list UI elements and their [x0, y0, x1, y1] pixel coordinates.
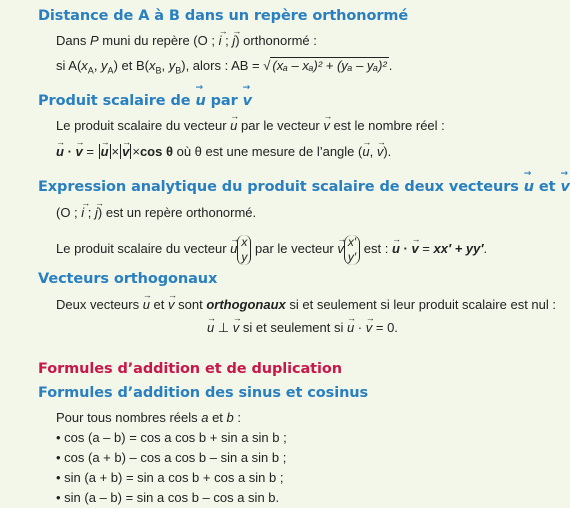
- heading-formules: Formules d’addition et de duplication: [38, 361, 342, 377]
- v-coordinates: x′ y′: [344, 235, 360, 265]
- sqrt-sign: √: [263, 58, 271, 73]
- produit-line-2: → u · → v = → u ×→ v ×cos θ où θ est une mesure de l’angle (→ u, → v).: [56, 144, 391, 160]
- distance-root: (xₐ – xₐ)² + (yₐ – yₐ)²: [272, 58, 387, 73]
- heading-produit: Produit scalaire de → u par → v: [38, 93, 252, 109]
- produit-line-1: Le produit scalaire du vecteur → u par le vecteur → v est le nombre réel :: [56, 118, 445, 134]
- formules-intro: Pour tous nombres réels a et b :: [56, 410, 242, 425]
- orthogonaux-line-2: → u ⊥ → v si et seulement si → u · → v = 0.: [207, 320, 398, 336]
- expression-line-2: Le produit scalaire du vecteur → u x y par le vecteur → v x′ y′ est : → u · → v = xx′ + yy′.: [56, 232, 487, 266]
- distance-line-1: Dans P muni du repère (O ; → i ; → j) orthonormé :: [56, 33, 317, 49]
- heading-expression: Expression analytique du produit scalaire de deux vecteurs → u et → v: [38, 179, 570, 195]
- expression-line-1: (O ; → i ; → j) est un repère orthonormé.: [56, 205, 256, 221]
- subheading-addition: Formules d’addition des sinus et cosinus: [38, 385, 369, 401]
- formula-item-4: • sin (a – b) = sin a cos b – cos a sin b.: [56, 490, 280, 505]
- heading-distance: Distance de A à B dans un repère orthonormé: [38, 8, 409, 24]
- formula-item-2: • cos (a + b) – cos a cos b – sin a sin b ;: [56, 450, 287, 465]
- u-coordinates: x y: [237, 235, 251, 265]
- distance-line-2: si $A(x_A$, $y_A$) et $B(x_B$, $y_B$), alors : AB = √ (xₐ – xₐ)² + (yₐ – yₐ)² .: [56, 58, 393, 76]
- heading-orthogonaux: Vecteurs orthogonaux: [38, 271, 218, 287]
- orthogonaux-line-1: Deux vecteurs → u et → v sont orthogonaux si et seulement si leur produit scalaire est nul :: [56, 297, 556, 313]
- formula-item-1: • cos (a – b) = cos a cos b + sin a sin b ;: [56, 430, 287, 445]
- formula-item-3: • sin (a + b) = sin a cos b + cos a sin b ;: [56, 470, 284, 485]
